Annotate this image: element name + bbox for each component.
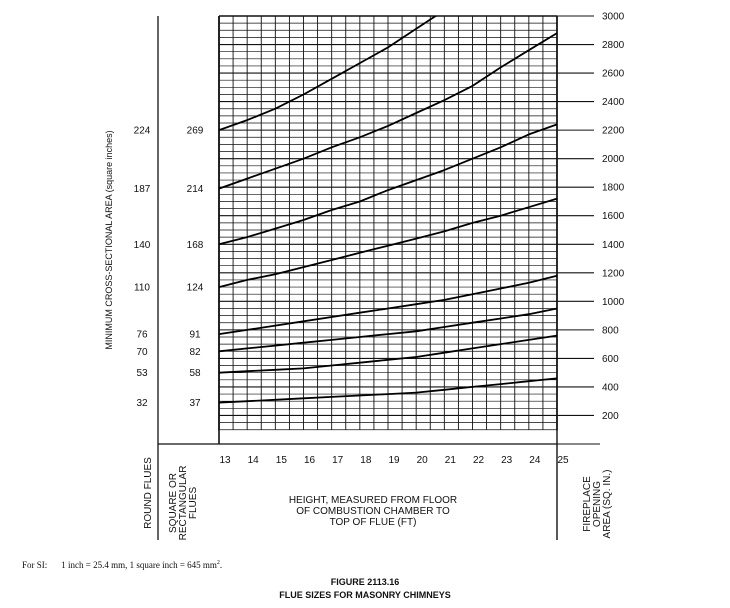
square-flue-size: 269 <box>186 125 204 137</box>
square-flue-size: 37 <box>189 398 201 410</box>
right-axis-tick-label: 2400 <box>602 97 625 109</box>
square-flues-column-label: RECTANGULAR <box>178 465 189 541</box>
right-axis-tick-label: 800 <box>602 325 619 337</box>
x-axis-label-line: OF COMBUSTION CHAMBER TO <box>296 506 450 517</box>
right-axis-tick-label: 1800 <box>602 182 625 194</box>
right-axis-tick-label: 1000 <box>602 296 625 308</box>
figure-number: FIGURE 2113.16 <box>330 577 400 587</box>
square-flues-column-label: SQUARE OR <box>168 472 179 534</box>
figure-title: FLUE SIZES FOR MASONRY CHIMNEYS <box>279 590 451 600</box>
right-axis-tick-label: 200 <box>602 410 619 422</box>
right-axis-label-line: AREA (SQ. IN.) <box>602 469 613 539</box>
round-flue-size: 140 <box>133 239 151 251</box>
right-axis-tick-label: 400 <box>602 382 619 394</box>
x-tick-label: 18 <box>360 455 372 466</box>
right-axis-label-line: FIREPLACE <box>582 476 593 532</box>
right-axis-tick-label: 600 <box>602 353 619 365</box>
right-axis-label-line: OPENING <box>592 480 603 528</box>
round-flue-size: 53 <box>136 368 148 380</box>
right-axis-tick-label: 1200 <box>602 268 625 280</box>
chart-grid <box>219 16 557 430</box>
right-axis-ticks <box>557 12 625 422</box>
si-note-exponent: 2 <box>216 560 220 566</box>
square-flue-size: 124 <box>186 282 204 294</box>
right-axis-tick-label: 2800 <box>602 40 625 52</box>
x-tick-label: 17 <box>332 455 344 466</box>
x-tick-label: 16 <box>303 455 316 466</box>
y-axis-label: MINIMUM CROSS-SECTIONAL AREA (square inches) <box>104 130 114 350</box>
round-flue-size: 76 <box>136 329 148 341</box>
square-flue-size: 168 <box>186 239 204 251</box>
round-flue-size: 70 <box>136 346 148 358</box>
right-axis-tick-label: 2600 <box>602 68 625 80</box>
x-axis-label-line: HEIGHT, MEASURED FROM FLOOR <box>288 495 458 506</box>
x-tick-label: 24 <box>529 455 541 466</box>
right-axis-tick-label: 3000 <box>602 11 625 23</box>
si-note-suffix: . <box>219 560 223 570</box>
square-flues-column-label: FLUES <box>188 486 199 520</box>
round-flue-size: 187 <box>133 184 151 196</box>
chart-labels <box>104 126 613 541</box>
x-tick-label: 20 <box>416 455 428 466</box>
right-axis-tick-label: 1400 <box>602 239 625 251</box>
round-flue-size: 110 <box>134 282 150 294</box>
x-tick-label: 13 <box>219 455 231 466</box>
round-flue-size: 224 <box>133 125 151 137</box>
square-flue-size: 82 <box>189 346 201 358</box>
x-tick-label: 23 <box>501 455 513 466</box>
x-axis-label-line: TOP OF FLUE (FT) <box>329 517 417 528</box>
x-tick-label: 14 <box>247 455 259 466</box>
si-note-prefix: For SI: <box>22 560 48 570</box>
x-tick-label: 25 <box>557 455 569 466</box>
square-flue-size: 91 <box>189 329 201 341</box>
square-flue-size: 214 <box>186 184 204 196</box>
x-tick-label: 21 <box>444 455 456 466</box>
right-axis-tick-label: 2000 <box>602 154 625 166</box>
si-conversion-note <box>22 560 222 570</box>
x-tick-label: 15 <box>275 455 287 466</box>
round-flue-size: 32 <box>136 398 148 410</box>
x-tick-label: 19 <box>388 455 400 466</box>
square-flue-size: 58 <box>189 368 201 380</box>
right-axis-tick-label: 1600 <box>602 211 625 223</box>
round-flues-column-label: ROUND FLUES <box>143 457 154 529</box>
si-note-text: 1 inch = 25.4 mm, 1 square inch = 645 mm <box>61 560 217 570</box>
x-tick-label: 22 <box>472 455 485 466</box>
right-axis-tick-label: 2200 <box>602 125 625 137</box>
